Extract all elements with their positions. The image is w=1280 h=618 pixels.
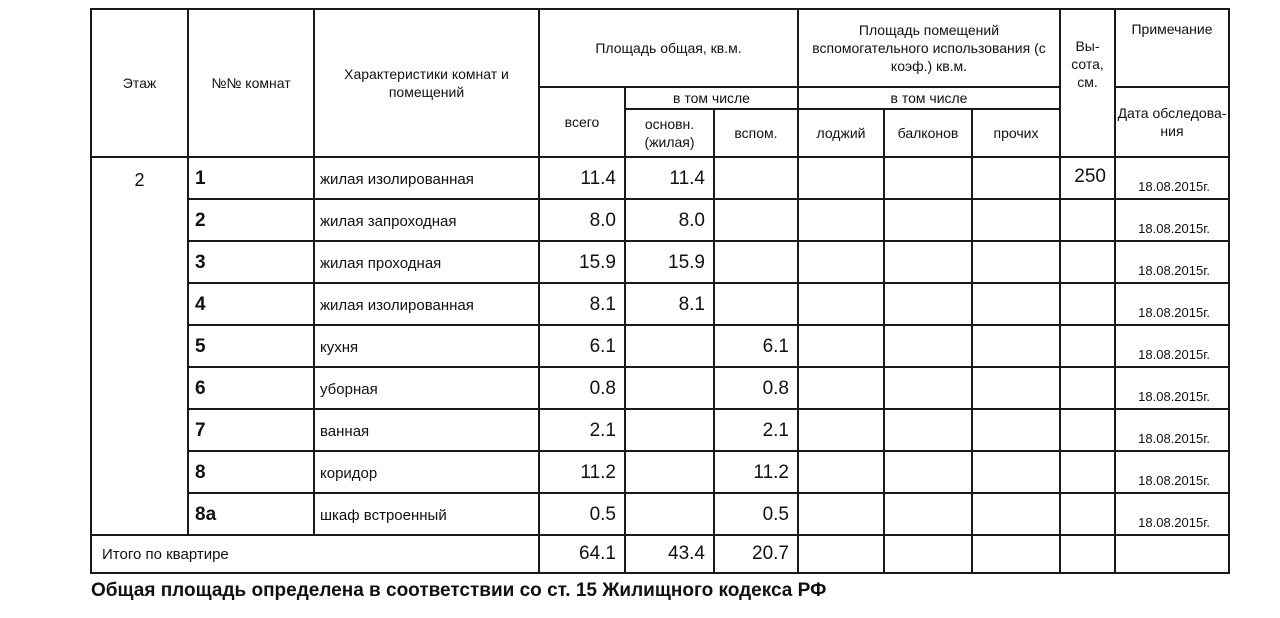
- area-other: [972, 325, 1060, 367]
- area-balconies: [884, 283, 972, 325]
- area-total: 11.4: [539, 157, 625, 199]
- area-loggias: [798, 157, 884, 199]
- area-main: 8.1: [625, 283, 714, 325]
- area-balconies: [884, 241, 972, 283]
- room-height: [1060, 283, 1115, 325]
- header-loggias: лоджий: [798, 109, 884, 157]
- footnote: Общая площадь определена в соответствии со ст. 15 Жилищного кодекса РФ: [91, 580, 827, 601]
- area-main: [625, 409, 714, 451]
- room-description: ванная: [314, 409, 539, 451]
- area-total: 0.8: [539, 367, 625, 409]
- room-height: [1060, 367, 1115, 409]
- area-other: [972, 199, 1060, 241]
- area-total: 6.1: [539, 325, 625, 367]
- area-balconies: [884, 199, 972, 241]
- totals-note: [1115, 535, 1229, 573]
- room-height: [1060, 451, 1115, 493]
- area-balconies: [884, 493, 972, 535]
- room-number: 8: [188, 451, 314, 493]
- area-aux: 0.5: [714, 493, 798, 535]
- room-number: 2: [188, 199, 314, 241]
- header-survey-date: Дата обследова-ния: [1115, 87, 1229, 157]
- totals-balconies: [884, 535, 972, 573]
- room-number: 1: [188, 157, 314, 199]
- survey-date: 18.08.2015г.: [1115, 157, 1229, 199]
- room-description: уборная: [314, 367, 539, 409]
- area-aux: 2.1: [714, 409, 798, 451]
- room-number: 7: [188, 409, 314, 451]
- area-main: 15.9: [625, 241, 714, 283]
- area-aux: 11.2: [714, 451, 798, 493]
- survey-date: 18.08.2015г.: [1115, 451, 1229, 493]
- area-aux: 0.8: [714, 367, 798, 409]
- totals-loggias: [798, 535, 884, 573]
- header-incl-aux: в том числе: [798, 87, 1060, 109]
- room-number: 3: [188, 241, 314, 283]
- table-row: [91, 199, 1229, 241]
- survey-date: 18.08.2015г.: [1115, 283, 1229, 325]
- area-loggias: [798, 451, 884, 493]
- area-other: [972, 409, 1060, 451]
- table-row: [91, 409, 1229, 451]
- area-loggias: [798, 241, 884, 283]
- header-room-numbers: №№ комнат: [188, 9, 314, 157]
- area-total: 0.5: [539, 493, 625, 535]
- room-number: 8а: [188, 493, 314, 535]
- totals-main: 43.4: [625, 535, 714, 573]
- header-characteristics: Характеристики комнат и помещений: [314, 9, 539, 157]
- survey-date: 18.08.2015г.: [1115, 199, 1229, 241]
- header-row: [91, 9, 1229, 87]
- area-balconies: [884, 451, 972, 493]
- header-main-living: основн. (жилая): [625, 109, 714, 157]
- room-height: [1060, 199, 1115, 241]
- area-other: [972, 367, 1060, 409]
- area-loggias: [798, 493, 884, 535]
- area-total: 2.1: [539, 409, 625, 451]
- table-row: [91, 367, 1229, 409]
- survey-date: 18.08.2015г.: [1115, 409, 1229, 451]
- header-note: Примечание: [1115, 9, 1229, 87]
- area-loggias: [798, 199, 884, 241]
- area-loggias: [798, 367, 884, 409]
- area-aux: [714, 199, 798, 241]
- area-other: [972, 283, 1060, 325]
- area-loggias: [798, 409, 884, 451]
- room-description: жилая запроходная: [314, 199, 539, 241]
- room-description: жилая изолированная: [314, 157, 539, 199]
- totals-label: Итого по квартире: [91, 535, 539, 573]
- header-total-area: Площадь общая, кв.м.: [539, 9, 798, 87]
- table-row: [91, 241, 1229, 283]
- area-main: [625, 451, 714, 493]
- area-aux: [714, 283, 798, 325]
- totals-total: 64.1: [539, 535, 625, 573]
- area-other: [972, 241, 1060, 283]
- table-row: [91, 325, 1229, 367]
- table-row: [91, 493, 1229, 535]
- area-main: [625, 493, 714, 535]
- survey-date: 18.08.2015г.: [1115, 367, 1229, 409]
- table-row: [91, 451, 1229, 493]
- area-other: [972, 157, 1060, 199]
- area-balconies: [884, 157, 972, 199]
- area-main: [625, 367, 714, 409]
- room-characteristics-table: [90, 8, 1230, 574]
- area-total: 8.1: [539, 283, 625, 325]
- room-description: жилая изолированная: [314, 283, 539, 325]
- area-aux: 6.1: [714, 325, 798, 367]
- area-total: 15.9: [539, 241, 625, 283]
- header-total-all: всего: [539, 87, 625, 157]
- totals-row: [91, 535, 1229, 573]
- room-height: [1060, 325, 1115, 367]
- header-auxiliary: вспом.: [714, 109, 798, 157]
- table-row: [91, 157, 1229, 199]
- area-main: 11.4: [625, 157, 714, 199]
- room-description: шкаф встроенный: [314, 493, 539, 535]
- header-other: прочих: [972, 109, 1060, 157]
- totals-aux: 20.7: [714, 535, 798, 573]
- area-aux: [714, 241, 798, 283]
- floor-value: 2: [91, 157, 188, 535]
- header-height: Вы-сота, см.: [1060, 9, 1115, 157]
- survey-date: 18.08.2015г.: [1115, 325, 1229, 367]
- header-incl-total: в том числе: [625, 87, 798, 109]
- survey-date: 18.08.2015г.: [1115, 241, 1229, 283]
- header-aux-area: Площадь помещений вспомогательного использования (с коэф.) кв.м.: [798, 9, 1060, 87]
- area-total: 8.0: [539, 199, 625, 241]
- area-other: [972, 451, 1060, 493]
- area-total: 11.2: [539, 451, 625, 493]
- room-description: жилая проходная: [314, 241, 539, 283]
- header-floor: Этаж: [91, 9, 188, 157]
- room-description: кухня: [314, 325, 539, 367]
- area-aux: [714, 157, 798, 199]
- area-balconies: [884, 367, 972, 409]
- room-number: 4: [188, 283, 314, 325]
- survey-date: 18.08.2015г.: [1115, 493, 1229, 535]
- area-loggias: [798, 325, 884, 367]
- room-number: 5: [188, 325, 314, 367]
- header-balconies: балконов: [884, 109, 972, 157]
- area-main: 8.0: [625, 199, 714, 241]
- area-balconies: [884, 409, 972, 451]
- room-height: [1060, 493, 1115, 535]
- area-balconies: [884, 325, 972, 367]
- area-loggias: [798, 283, 884, 325]
- room-height: 250: [1060, 157, 1115, 199]
- room-number: 6: [188, 367, 314, 409]
- area-other: [972, 493, 1060, 535]
- area-main: [625, 325, 714, 367]
- room-height: [1060, 241, 1115, 283]
- room-height: [1060, 409, 1115, 451]
- room-description: коридор: [314, 451, 539, 493]
- table-body: [91, 9, 1229, 573]
- table-row: [91, 283, 1229, 325]
- totals-other: [972, 535, 1060, 573]
- totals-height: [1060, 535, 1115, 573]
